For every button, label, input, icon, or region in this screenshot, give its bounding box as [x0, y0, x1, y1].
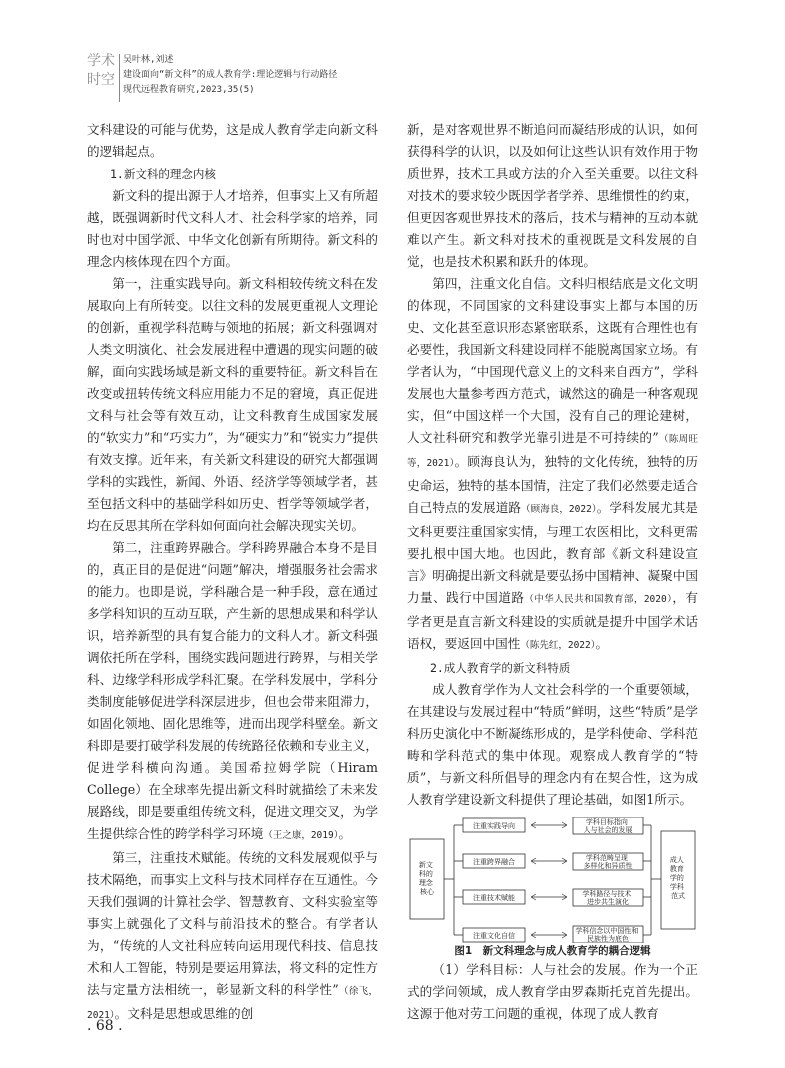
paragraph-text: ，有学者更是直言新文科建设的实质就是提升中国学术话语权，要返回中国性 [407, 590, 698, 651]
concept-label: 注重实践导向 [473, 822, 515, 830]
paragraph-text: 。 [338, 826, 352, 841]
paragraph-text: 。学科发展尤其是文科更要注重国家实情，与理工农医相比，文科更需要扎根中国大地。也因此，教育部《新文科建设宣言》明确提出新文科就是要弘扬中国精神、凝聚中国力量、践行中国道路 [407, 500, 699, 605]
header-article-title: 建设面向“新文科”的成人教育学:理论逻辑与行动路径 [123, 70, 338, 80]
target-label: 学科范畴呈现 多样化和异质性 [583, 854, 633, 870]
journal-logo [87, 52, 117, 90]
section-heading: 1.新文科的理念内核 [110, 167, 216, 181]
paragraph [87, 847, 378, 1027]
target-label: 学科路径与技术 进步共生演化 [582, 890, 632, 906]
paragraph: 新，是对客观世界不断追问而凝结形成的认识，如何获得科学的认识，以及如何让这些认识有效作用于物质世界，技术工具或方法的介入至关重要。以往文科对技术的要求较少既因学者学养、思维惯性的约束，但更因客观世界技术的落后，技术与精神的互动本就难以产生。新文科对技术的重视既是文科发展的自觉，也是技术积累和跃升的体现。 [407, 122, 698, 269]
concept-label: 注重文化自信 [473, 932, 515, 940]
citation: （顾海良，2022） [521, 504, 597, 515]
paragraph [407, 273, 698, 657]
paragraph-text: 。 [595, 636, 609, 651]
page-number: . 68 . [87, 1018, 123, 1034]
header-journal: 现代远程教育研究,2023,35(5) [123, 85, 255, 95]
double-arrows [531, 822, 567, 938]
right-paradigm-label: 成人 教育 学的 学科 范式 [669, 856, 685, 900]
citation: （王之康，2019） [263, 830, 339, 841]
paragraph-text: 。顾海良认为，独特的文化传统，独特的历史命运，独特的基本国情，注定了我们必然要走适合自己特点的发展道路 [407, 454, 698, 515]
figure-caption: 图1 新文科理念与成人教育学的耦合逻辑 [454, 945, 651, 957]
concept-label: 注重技术赋能 [473, 894, 515, 902]
right-column [407, 119, 698, 1025]
section-heading: 2.成人教育学的新文科特质 [430, 661, 571, 675]
concept-label: 注重跨界融合 [473, 858, 515, 866]
paragraph-text: 第四，注重文化自信。文科归根结底是文化文明的体现，不同国家的文科建设事实上都与本国的历史、文化甚至意识形态紧密联系，这既有合理性也有必要性，我国新文科建设同样不能脱离国家立场。有学者认为，“中国现代意义上的文科来自西方”，学科发展也大量参考西方范式，诚然这的确是一种客观现实，但“中国这样一个大国，没有自己的理论建树，人文社科研究和教学光靠引进是不可持续的” [407, 276, 698, 445]
logo-text-line2: 时空 [87, 72, 115, 88]
paragraph: 成人教育学作为人文社会科学的一个重要领域，在其建设与发展过程中“特质”鲜明，这些“特质”是学科历史演化中不断凝练形成的，是学科使命、学科范畴和学科范式的集中体现。观察成人教育学的“特质”，与新文科所倡导的理念内有在契合性，这为成人教育学建设新文科提供了理论基础，如图1所示。 [407, 682, 698, 807]
paragraph: 文科建设的可能与优势，这是成人教育学走向新文科的逻辑起点。 [87, 122, 378, 159]
left-column [87, 119, 378, 1027]
paragraph [87, 537, 378, 847]
citation: （陈周旺等，2021） [407, 434, 698, 469]
figure-1-diagram [407, 817, 698, 943]
header-authors: 吴叶林,刘述 [123, 55, 174, 65]
paragraph-text: 。文科是思想或思维的创 [114, 1006, 254, 1021]
header-divider [119, 54, 120, 102]
paragraph: 第一，注重实践导向。新文科相较传统文科在发展取向上有所转变。以往文科的发展更重视人文理论的创新，重视学科范畴与领地的拓展；新文科强调对人类文明演化、社会发展进程中遭遇的现实问题的破解，面向实践场域是新文科的重要特征。新文科旨在改变或扭转传统文科应用能力不足的窘境，真正促进文科与社会等有效互动，让文科教育生成国家发展的“软实力”和“巧实力”，为“硬实力”和“锐实力”提供有效支撑。近年来，有关新文科建设的研究大都强调学科的实践性，新闻、外语、经济学等领域学者，甚至包括文科中的基础学科如历史、哲学等领域学者，均在反思其所在学科如何面向社会解决现实关切。 [87, 276, 378, 533]
left-core-label: 新文 科的 理念 核心 [418, 861, 434, 896]
target-label: 学科目标指向 人与社会的发展 [583, 818, 633, 834]
paragraph-text: 第三，注重技术赋能。传统的文科发展观似乎与技术隔绝，而事实上文科与技术同样存在互通性。今天我们强调的计算社会学、智慧教育、文科实验室等事实上就强化了文科与前沿技术的整合。有学者认为，“传统的人文社科应转向运用现代科技、信息技术和人工智能，特别是要运用算法，将文科的定性方法与定量方法相统一，彰显新文科的科学性” [87, 850, 378, 997]
citation-block [123, 53, 337, 98]
citation: （中华人民共和国教育部，2020） [524, 594, 673, 605]
citation: （徐飞，2021） [87, 986, 378, 1021]
target-label: 学科信念以中国性和 民族性为底色 [575, 927, 639, 943]
coupling-diagram [407, 817, 698, 943]
citation: （陈先红，2022） [520, 640, 596, 651]
paragraph: 新文科的提出源于人才培养，但事实上又有所超越，既强调新时代文科人才、社会科学家的培养，同时也对中国学派、中华文化创新有所期待。新文科的理念内核体现在四个方面。 [87, 188, 378, 269]
paragraph-text: 第二，注重跨界融合。学科跨界融合本身不是目的，真正目的是促进“问题”解决，增强服务社会需求的能力。也即是说，学科融合是一种手段，意在通过多学科知识的互动互联，产生新的思想成果和科学认识，培养新型的具有复合能力的文科人才。新文科强调依托所在学科，围绕实践问题进行跨界，与相关学科、边缘学科形成学科汇聚。在学科发展中，学科分类制度能够促进学科深层进步，但也会带来阻滞力，如固化领地、固化思维等，进而出现学科壁垒。新文科即是要打破学科发展的传统路径依赖和专业主义，促进学科横向沟通。美国希拉姆学院（Hiram College）在全球率先提出新文科时就描绘了未来发展路线，即是要重组传统文科，促进文理交叉，为学生提供综合性的跨学科学习环境 [87, 540, 378, 841]
logo-text-line1: 学术 [87, 53, 115, 69]
paragraph: （1）学科目标：人与社会的发展。作为一个正式的学问领域，成人教育学由罗森斯托克首先提出。这源于他对劳工问题的重视，体现了成人教育 [407, 962, 698, 1021]
